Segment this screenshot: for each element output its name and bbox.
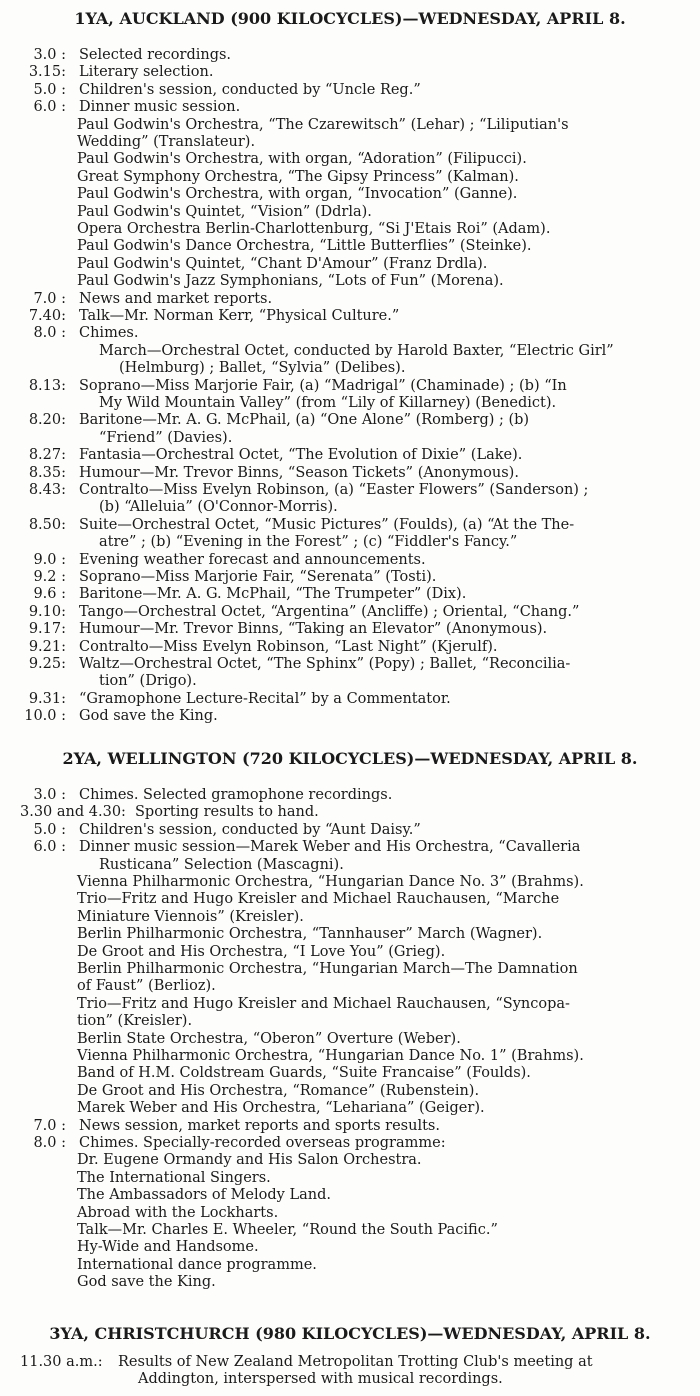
program-item: Paul Godwin's Orchestra, with organ, “Invocation” (Ganne). [77, 186, 518, 203]
program-item: International dance programme. [77, 1256, 317, 1273]
entry-text [118, 1354, 593, 1389]
program-item: Abroad with the Lockharts. [77, 1204, 279, 1221]
entry-text [79, 325, 614, 377]
entry-text [79, 552, 426, 569]
program-item: Vienna Philharmonic Orchestra, “Hungarian Dance No. 1” (Brahms). [77, 1048, 584, 1064]
entry-time: 8.27: [28, 447, 66, 464]
entry-text [79, 64, 214, 81]
entry-text [79, 482, 588, 517]
entry-time: 9.10: [28, 603, 66, 620]
entry-line: Baritone—Mr. A. G. McPhail, “The Trumpeter” (Dix). [79, 586, 467, 603]
entry-line: News and market reports. [79, 290, 273, 307]
entry-time: 7.0 : [33, 290, 66, 307]
entry-text [79, 1118, 440, 1135]
entry-text [79, 621, 547, 638]
entry-time: 8.13: [28, 377, 66, 394]
entry-time: 6.0 : [33, 99, 66, 116]
entry-text [135, 804, 319, 821]
entry-text [79, 447, 522, 464]
entry-text [79, 586, 466, 603]
entry-text [79, 82, 421, 99]
entry-text [79, 291, 272, 308]
program-item: Paul Godwin's Quintet, “Vision” (Ddrla). [77, 203, 372, 220]
station-heading: 1YA, AUCKLAND (900 KILOCYCLES)—WEDNESDAY, APRIL 8. [74, 9, 626, 28]
entry-time: 8.20: [28, 412, 66, 429]
entry-text [79, 691, 451, 708]
program-item: Paul Godwin's Orchestra, with organ, “Adoration” (Filipucci). [77, 151, 527, 168]
entry-line: Dinner music session. [79, 99, 241, 116]
entry-time: 9.2 : [33, 569, 66, 585]
entry-time: 8.35: [28, 464, 66, 481]
program-item: tion” (Kreisler). [77, 1013, 193, 1030]
program-item: Marek Weber and His Orchestra, “Lehariana” (Geiger). [77, 1100, 485, 1117]
entry-time: 7.0 : [33, 1117, 66, 1134]
program-item: Vienna Philharmonic Orchestra, “Hungarian Dance No. 3” (Brahms). [77, 874, 584, 890]
entry-line: News session, market reports and sports results. [79, 1117, 440, 1134]
entry-text [79, 656, 570, 691]
entry-text [79, 412, 529, 447]
entry-line: Selected recordings. [79, 47, 232, 63]
entry-time: 10.0 : [24, 708, 66, 725]
entry-text [79, 822, 421, 839]
entry-line: Contralto—Miss Evelyn Robinson, (a) “Easter Flowers” (Sanderson) ; [79, 482, 589, 498]
entry-time: 5.0 : [33, 81, 66, 98]
entry-text [79, 569, 436, 586]
entry-text [79, 604, 579, 621]
entry-time: 3.0 : [33, 47, 66, 63]
entry-line: My Wild Mountain Valley” (from “Lily of Killarney) (Benedict). [99, 394, 557, 411]
entry-time: 8.43: [28, 482, 66, 498]
entry-line: Chimes. Selected gramophone recordings. [79, 787, 393, 803]
entry-line: Evening weather forecast and announcements. [79, 551, 426, 568]
program-item: Berlin Philharmonic Orchestra, “Hungarian March—The Damnation [77, 961, 578, 977]
entry-text [79, 787, 392, 804]
entry-time: 5.0 : [33, 821, 66, 838]
program-item: Talk—Mr. Charles E. Wheeler, “Round the South Pacific.” [77, 1222, 498, 1238]
entry-line: (b) “Alleluia” (O'Connor-Morris). [99, 499, 338, 516]
program-item: The Ambassadors of Melody Land. [77, 1187, 331, 1204]
entry-line: “Gramophone Lecture-Recital” by a Commentator. [79, 690, 451, 707]
entry-time: 9.25: [28, 656, 66, 672]
entry-line: Literary selection. [79, 64, 214, 81]
entry-line: Dinner music session—Marek Weber and His Orchestra, “Cavalleria [79, 839, 581, 856]
program-item: The International Singers. [77, 1169, 271, 1186]
entry-line: tion” (Drigo). [99, 673, 197, 690]
program-item: Berlin Philharmonic Orchestra, “Tannhauser” March (Wagner). [77, 926, 543, 943]
entry-text [79, 47, 231, 64]
program-item: Berlin State Orchestra, “Oberon” Overture (Weber). [77, 1030, 461, 1047]
entry-line: Soprano—Miss Marjorie Fair, (a) “Madrigal” (Chaminade) ; (b) “In [79, 377, 567, 394]
entry-line: March—Orchestral Octet, conducted by Harold Baxter, “Electric Girl” [99, 342, 614, 359]
program-item: Trio—Fritz and Hugo Kreisler and Michael Rauchausen, “Marche [77, 891, 560, 908]
entry-time: 3.15: [28, 64, 66, 81]
program-item: Paul Godwin's Jazz Symphonians, “Lots of Fun” (Morena). [77, 273, 504, 290]
entry-line: Contralto—Miss Evelyn Robinson, “Last Night” (Kjerulf). [79, 638, 498, 655]
entry-time: 3.30 and 4.30: [20, 804, 126, 821]
entry-text [79, 708, 218, 725]
entry-time: 8.0 : [33, 1135, 66, 1151]
entry-line: Soprano—Miss Marjorie Fair, “Serenata” (Tosti). [79, 569, 437, 585]
entry-line: Sporting results to hand. [135, 804, 319, 821]
program-item: Great Symphony Orchestra, “The Gipsy Princess” (Kalman). [77, 168, 519, 185]
entry-text [79, 839, 580, 874]
entry-line: Fantasia—Orchestral Octet, “The Evolution of Dixie” (Lake). [79, 447, 523, 464]
entry-time: 8.50: [28, 516, 66, 533]
station-heading: 2YA, WELLINGTON (720 KILOCYCLES)—WEDNESDAY, APRIL 8. [62, 749, 638, 768]
program-item: Paul Godwin's Quintet, “Chant D'Amour” (Franz Drdla). [77, 255, 488, 272]
program-item: Hy-Wide and Handsome. [77, 1239, 259, 1256]
entry-text [79, 378, 567, 413]
entry-line: Talk—Mr. Norman Kerr, “Physical Culture.” [79, 308, 400, 324]
program-item: De Groot and His Orchestra, “Romance” (Rubenstein). [77, 1082, 480, 1099]
entry-time: 9.6 : [33, 586, 66, 603]
entry-line: Addington, interspersed with musical recordings. [138, 1371, 503, 1388]
entry-text [79, 517, 574, 552]
entry-line: Rusticana” Selection (Mascagni). [99, 856, 344, 873]
entry-time: 3.0 : [33, 787, 66, 803]
entry-line: “Friend” (Davies). [99, 429, 233, 446]
program-item: Miniature Viennois” (Kreisler). [77, 908, 304, 925]
entry-time: 9.31: [28, 690, 66, 707]
entry-line: Chimes. [79, 325, 139, 342]
program-item: Band of H.M. Coldstream Guards, “Suite Francaise” (Foulds). [77, 1065, 531, 1082]
entry-time: 9.0 : [33, 551, 66, 568]
program-item: of Faust” (Berlioz). [77, 978, 216, 995]
entry-line: Suite—Orchestral Octet, “Music Pictures” (Foulds), (a) “At the The- [79, 516, 575, 533]
entry-line: Chimes. Specially-recorded overseas programme: [79, 1135, 446, 1151]
entry-text [79, 465, 519, 482]
entry-line: Children's session, conducted by “Uncle Reg.” [79, 81, 421, 98]
program-item: Wedding” (Translateur). [77, 134, 256, 150]
entry-line: Waltz—Orchestral Octet, “The Sphinx” (Popy) ; Ballet, “Reconcilia- [79, 656, 571, 672]
entry-line: Humour—Mr. Trevor Binns, “Season Tickets” (Anonymous). [79, 464, 519, 481]
entry-time: 11.30 a.m.: [20, 1354, 103, 1370]
entry-line: Tango—Orchestral Octet, “Argentina” (Ancliffe) ; Oriental, “Chang.” [79, 603, 580, 620]
program-item: Dr. Eugene Ormandy and His Salon Orchestra. [77, 1152, 422, 1169]
program-item: God save the King. [77, 1274, 216, 1291]
entry-line: Results of New Zealand Metropolitan Trotting Club's meeting at [118, 1354, 593, 1370]
entry-time: 7.40: [28, 308, 66, 324]
entry-line: atre” ; (b) “Evening in the Forest” ; (c) “Fiddler's Fancy.” [99, 534, 518, 551]
program-item: Paul Godwin's Orchestra, “The Czarewitsch” (Lehar) ; “Liliputian's [77, 116, 569, 133]
entry-line: Humour—Mr. Trevor Binns, “Taking an Elevator” (Anonymous). [79, 621, 548, 638]
entry-line: Children's session, conducted by “Aunt Daisy.” [79, 821, 421, 838]
entry-time: 6.0 : [33, 839, 66, 856]
program-item: De Groot and His Orchestra, “I Love You” (Grieg). [77, 943, 446, 960]
station-heading: 3YA, CHRISTCHURCH (980 KILOCYCLES)—WEDNESDAY, APRIL 8. [49, 1324, 651, 1343]
entry-time: 8.0 : [33, 325, 66, 342]
entry-text [79, 99, 240, 116]
program-item: Trio—Fritz and Hugo Kreisler and Michael Rauchausen, “Syncopa- [77, 995, 570, 1012]
program-item: Opera Orchestra Berlin-Charlottenburg, “Si J'Etais Roi” (Adam). [77, 221, 551, 237]
entry-text [79, 1135, 446, 1152]
program-item: Paul Godwin's Dance Orchestra, “Little Butterflies” (Steinke). [77, 238, 532, 255]
entry-line: Baritone—Mr. A. G. McPhail, (a) “One Alone” (Romberg) ; (b) [79, 412, 530, 429]
entry-text [79, 308, 399, 325]
entry-line: (Helmburg) ; Ballet, “Sylvia” (Delibes). [119, 360, 406, 377]
entry-time: 9.21: [28, 638, 66, 655]
entry-text [79, 639, 497, 656]
entry-line: God save the King. [79, 708, 218, 725]
entry-time: 9.17: [28, 621, 66, 638]
